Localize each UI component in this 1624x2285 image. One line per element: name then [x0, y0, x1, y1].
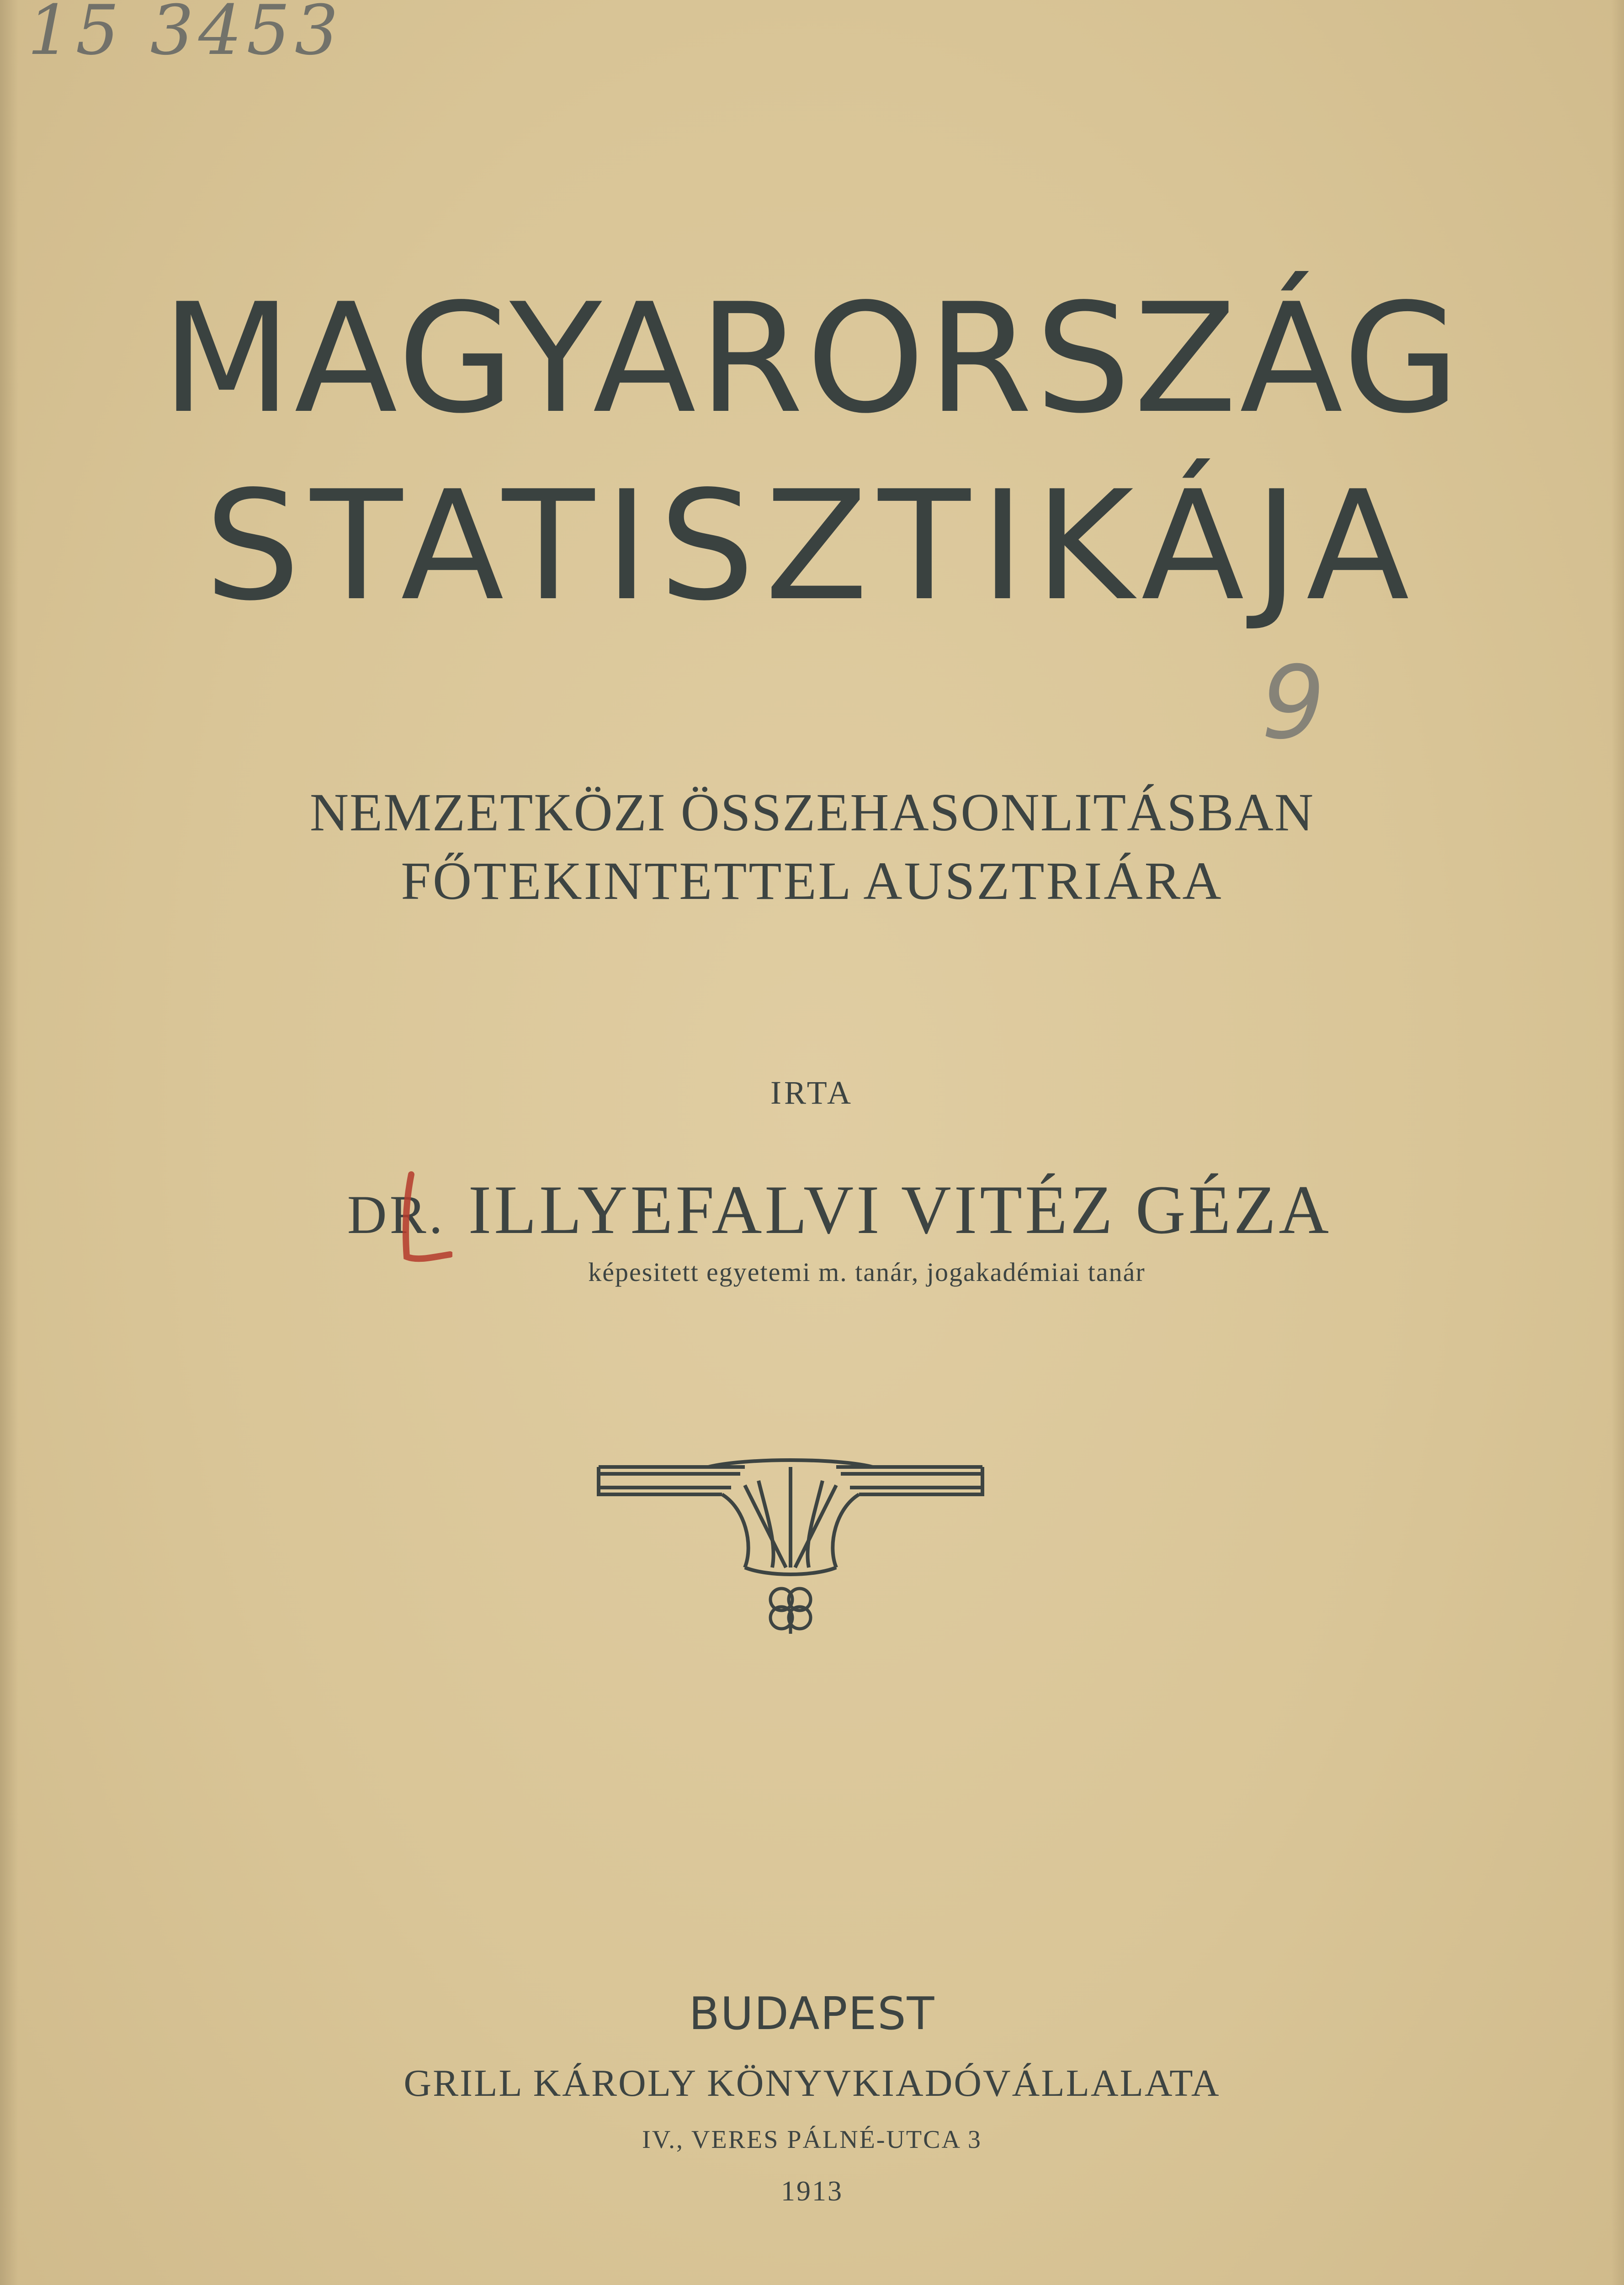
imprint-address: IV., VERES PÁLNÉ-UTCA 3: [642, 2126, 982, 2154]
handwritten-number: 9: [1261, 644, 1325, 761]
subtitle-line-1: NEMZETKÖZI ÖSSZEHASONLITÁSBAN: [309, 782, 1315, 842]
byline: IRTA: [770, 1074, 854, 1111]
author-prefix: DR.: [347, 1184, 446, 1245]
imprint-publisher: GRILL KÁROLY KÖNYVKIADÓVÁLLALATA: [403, 2062, 1221, 2104]
imprint-year: 1913: [781, 2176, 843, 2207]
author-name: ILLYEFALVI VITÉZ GÉZA: [468, 1171, 1332, 1248]
author-description: képesitett egyetemi m. tanár, jogakadémiai tanár: [588, 1257, 1146, 1287]
red-pencil-mark: [393, 1170, 452, 1270]
title-line-1: MAGYARORSZÁG: [161, 271, 1463, 446]
author-line: [0, 1170, 1624, 1249]
imprint-city: BUDAPEST: [689, 1988, 935, 2040]
title-line-2: STATISZTIKÁJA: [204, 458, 1420, 634]
handwritten-shelfmark: 15 3453: [27, 0, 343, 70]
printers-ornament: [594, 1453, 987, 1636]
subtitle-line-2: FŐTEKINTETTEL AUSZTRIÁRA: [401, 851, 1223, 911]
